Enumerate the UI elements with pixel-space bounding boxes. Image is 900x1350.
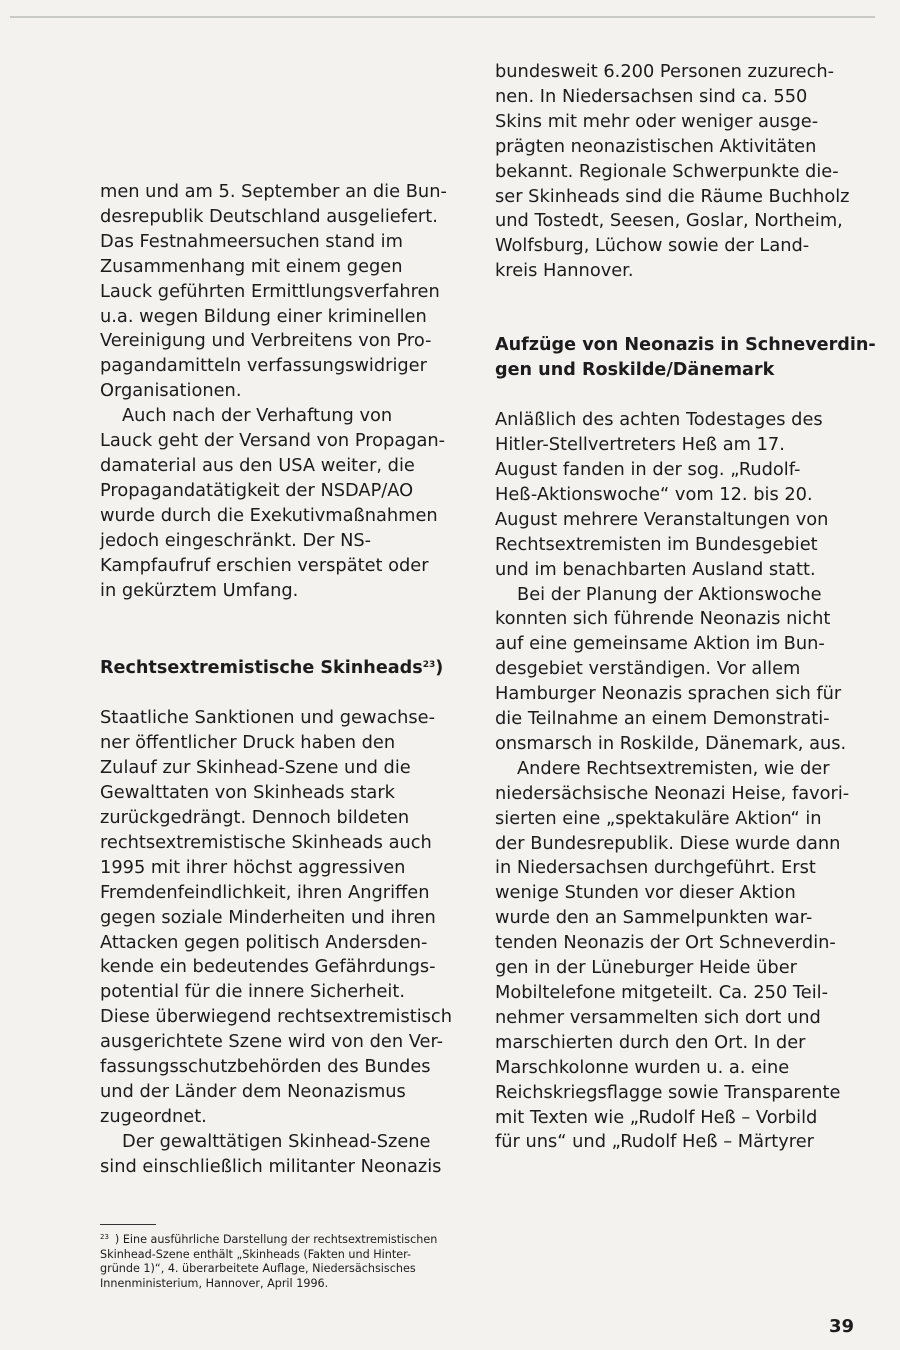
text-line: Gewalttaten von Skinheads stark bbox=[100, 782, 395, 804]
right-column bbox=[495, 60, 876, 1155]
heading-suffix: ) bbox=[435, 658, 444, 679]
text-line: Zulauf zur Skinhead-Szene und die bbox=[100, 757, 411, 779]
footnote-divider bbox=[100, 1224, 156, 1225]
text-line: wenige Stunden vor dieser Aktion bbox=[495, 882, 796, 904]
text-line: Hamburger Neonazis sprachen sich für bbox=[495, 683, 842, 705]
paragraph bbox=[495, 408, 857, 582]
text-line: mit Texten wie „Rudolf Heß – Vorbild bbox=[495, 1106, 818, 1128]
text-line: in Niedersachsen durchgeführt. Erst bbox=[495, 857, 816, 879]
text-line: pagandamitteln verfassungswidriger bbox=[100, 355, 427, 377]
text-line: prägten neonazistischen Aktivitäten bbox=[495, 135, 817, 157]
text-line: August fanden in der sog. „Rudolf- bbox=[495, 458, 801, 480]
text-line: marschierten durch den Ort. In der bbox=[495, 1031, 806, 1053]
text-line: kreis Hannover. bbox=[495, 260, 634, 282]
heading-text: Rechtsextremistische Skinheads bbox=[100, 658, 423, 679]
text-line: u.a. wegen Bildung einer kriminellen bbox=[100, 305, 427, 327]
footnote-line: Skinhead-Szene enthält „Skinheads (Fakten und Hinter- bbox=[100, 1247, 412, 1261]
text-line: und Tostedt, Seesen, Goslar, Northeim, bbox=[495, 210, 843, 232]
text-line: rechtsextremistische Skinheads auch bbox=[100, 831, 432, 853]
text-line: Heß-Aktionswoche“ vom 12. bis 20. bbox=[495, 483, 813, 505]
top-rule bbox=[10, 16, 875, 18]
text-line: Fremdenfeindlichkeit, ihren Angriffen bbox=[100, 881, 430, 903]
text-line: Das Festnahmeersuchen stand im bbox=[100, 230, 403, 252]
text-line: Reichskriegsflagge sowie Transparente bbox=[495, 1081, 841, 1103]
text-line: 1995 mit ihrer höchst aggressiven bbox=[100, 856, 406, 878]
text-line: bekannt. Regionale Schwerpunkte die- bbox=[495, 160, 839, 182]
text-line: Kampfaufruf erschien verspätet oder bbox=[100, 554, 429, 576]
text-line: gen in der Lüneburger Heide über bbox=[495, 957, 797, 979]
text-line: Mobiltelefone mitgeteilt. Ca. 250 Teil- bbox=[495, 982, 828, 1003]
paragraph bbox=[495, 757, 857, 1156]
paragraph bbox=[100, 404, 472, 603]
text-line: damaterial aus den USA weiter, die bbox=[100, 454, 415, 476]
text-line: tenden Neonazis der Ort Schneverdin- bbox=[495, 932, 836, 954]
footnote-line: Innenministerium, Hannover, April 1996. bbox=[100, 1276, 329, 1290]
heading-line: Aufzüge von Neonazis in Schneverdin- bbox=[495, 335, 876, 356]
text-line: nen. In Niedersachsen sind ca. 550 bbox=[495, 85, 808, 107]
paragraph bbox=[495, 583, 857, 757]
text-line: Andere Rechtsextremisten, wie der bbox=[517, 757, 830, 779]
text-line: Bei der Planung der Aktionswoche bbox=[517, 583, 822, 605]
text-line: Der gewalttätigen Skinhead-Szene bbox=[122, 1130, 431, 1152]
text-line: nehmer versammelten sich dort und bbox=[495, 1006, 821, 1028]
text-line: sierten eine „spektakuläre Aktion“ in bbox=[495, 807, 822, 829]
text-line: men und am 5. September an die Bun- bbox=[100, 181, 447, 202]
section-heading-aufzuege bbox=[495, 333, 876, 383]
text-line: bundesweit 6.200 Personen zuzurech- bbox=[495, 61, 835, 82]
footnote bbox=[100, 1230, 480, 1291]
text-line: Organisationen. bbox=[100, 380, 242, 402]
text-line: niedersächsische Neonazi Heise, favori- bbox=[495, 782, 850, 804]
text-line: zugeordnet. bbox=[100, 1105, 207, 1127]
paragraph bbox=[100, 706, 472, 1129]
text-line: sind einschließlich militanter Neonazis bbox=[100, 1155, 442, 1177]
footnote-line bbox=[100, 1230, 480, 1248]
text-line: gegen soziale Minderheiten und ihren bbox=[100, 906, 436, 928]
footnote-text: ) Eine ausführliche Darstellung der rechtsextremistischen bbox=[114, 1233, 438, 1246]
text-line: Propagandatätigkeit der NSDAP/AO bbox=[100, 479, 414, 501]
text-line: Wolfsburg, Lüchow sowie der Land- bbox=[495, 235, 810, 257]
footnote-line: gründe 1)“, 4. überarbeitete Auflage, Niedersächsisches bbox=[100, 1262, 416, 1276]
text-line: kende ein bedeutendes Gefährdungs- bbox=[100, 956, 436, 978]
text-line: die Teilnahme an einem Demonstrati- bbox=[495, 708, 830, 730]
text-line: für uns“ und „Rudolf Heß – Märtyrer bbox=[495, 1131, 814, 1153]
page-number: 39 bbox=[829, 1316, 855, 1337]
text-line: Attacken gegen politisch Andersden- bbox=[100, 931, 428, 953]
text-line: und im benachbarten Ausland statt. bbox=[495, 558, 816, 580]
text-line: wurde den an Sammelpunkten war- bbox=[495, 907, 813, 929]
text-line: August mehrere Veranstaltungen von bbox=[495, 508, 829, 530]
heading-line: gen und Roskilde/Dänemark bbox=[495, 360, 775, 381]
text-line: wurde durch die Exekutivmaßnahmen bbox=[100, 504, 438, 526]
paragraph bbox=[495, 60, 857, 284]
text-line: onsmarsch in Roskilde, Dänemark, aus. bbox=[495, 732, 847, 754]
text-line: potential für die innere Sicherheit. bbox=[100, 981, 405, 1003]
text-line: Anläßlich des achten Todestages des bbox=[495, 409, 823, 431]
text-line: in gekürztem Umfang. bbox=[100, 579, 299, 601]
footnote-reference: 23 bbox=[422, 660, 436, 671]
text-line: auf eine gemeinsame Aktion im Bun- bbox=[495, 633, 825, 655]
text-line: jedoch eingeschränkt. Der NS- bbox=[100, 529, 372, 551]
text-line: Hitler-Stellvertreters Heß am 17. bbox=[495, 434, 785, 456]
paragraph bbox=[100, 1130, 472, 1180]
text-line: fassungsschutzbehörden des Bundes bbox=[100, 1056, 431, 1078]
text-line: und der Länder dem Neonazismus bbox=[100, 1081, 406, 1102]
text-line: der Bundesrepublik. Diese wurde dann bbox=[495, 832, 841, 854]
text-line: Lauck geführten Ermittlungsverfahren bbox=[100, 280, 440, 302]
text-line: Lauck geht der Versand von Propagan- bbox=[100, 430, 446, 452]
text-line: Marschkolonne wurden u. a. eine bbox=[495, 1056, 790, 1078]
paragraph bbox=[100, 180, 472, 404]
text-line: zurückgedrängt. Dennoch bildeten bbox=[100, 807, 410, 829]
text-line: Diese überwiegend rechtsextremistisch bbox=[100, 1006, 452, 1028]
text-line: desrepublik Deutschland ausgeliefert. bbox=[100, 205, 438, 227]
text-line: ner öffentlicher Druck haben den bbox=[100, 732, 396, 754]
text-line: Auch nach der Verhaftung von bbox=[122, 405, 393, 427]
text-line: Vereinigung und Verbreitens von Pro- bbox=[100, 330, 432, 352]
footnote-marker: 23 bbox=[100, 1233, 109, 1241]
text-line: Zusammenhang mit einem gegen bbox=[100, 255, 403, 277]
text-line: ausgerichtete Szene wird von den Ver- bbox=[100, 1031, 444, 1053]
section-heading-skinheads bbox=[100, 653, 472, 681]
text-line: konnten sich führende Neonazis nicht bbox=[495, 608, 831, 630]
text-line: Skins mit mehr oder weniger ausge- bbox=[495, 110, 819, 132]
text-line: ser Skinheads sind die Räume Buchholz bbox=[495, 185, 850, 207]
text-line: Staatliche Sanktionen und gewachse- bbox=[100, 707, 436, 729]
text-line: Rechtsextremisten im Bundesgebiet bbox=[495, 533, 818, 555]
text-line: desgebiet verständigen. Vor allem bbox=[495, 658, 801, 680]
left-column bbox=[100, 180, 472, 1180]
